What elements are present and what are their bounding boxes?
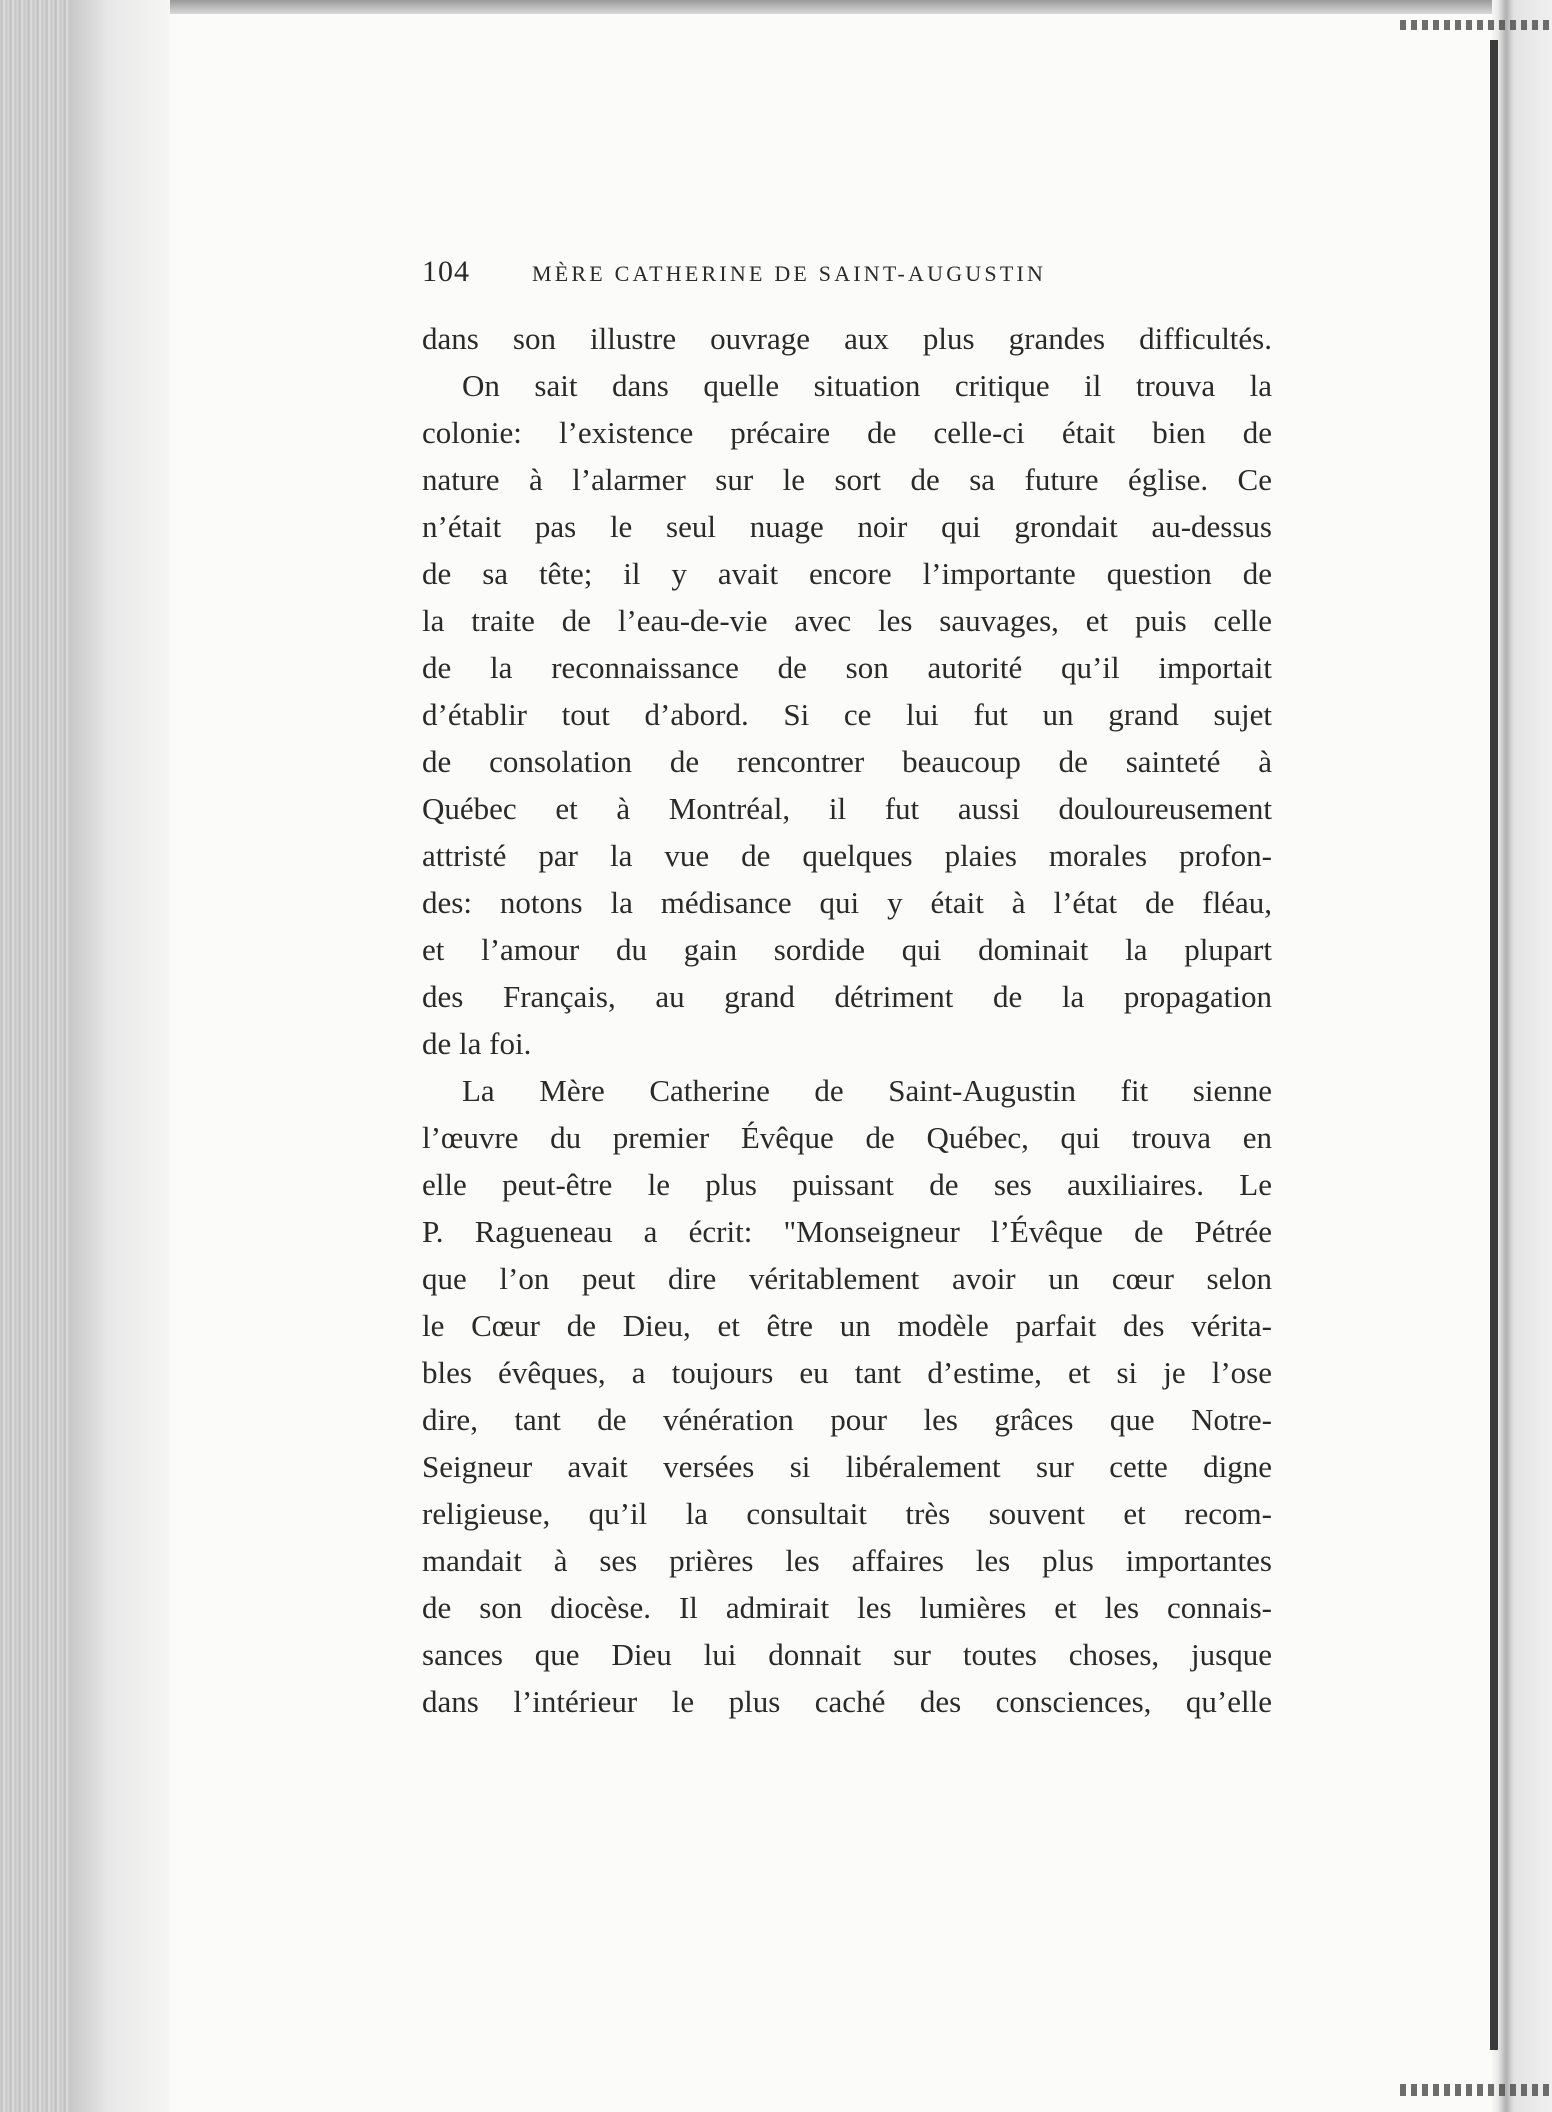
text-line: le Cœur de Dieu, et être un modèle parfait des vérita-: [422, 1308, 1272, 1343]
text-line: des: notons la médisance qui y était à l’état de fléau,: [422, 885, 1272, 920]
text-line: des Français, au grand détriment de la propagation: [422, 979, 1272, 1014]
text-line: de consolation de rencontrer beaucoup de sainteté à: [422, 744, 1272, 779]
page-stack-left-edge: [0, 0, 170, 2112]
text-line: attristé par la vue de quelques plaies morales profon-: [422, 838, 1272, 873]
running-head: [422, 255, 1272, 315]
text-line: religieuse, qu’il la consultait très souvent et recom-: [422, 1496, 1272, 1531]
text-line: n’était pas le seul nuage noir qui grondait au-dessus: [422, 509, 1272, 544]
page-number: 104: [422, 255, 470, 288]
page-content: [422, 255, 1272, 1725]
text-line: l’œuvre du premier Évêque de Québec, qui trouva en: [422, 1120, 1272, 1155]
text-line: P. Ragueneau a écrit: "Monseigneur l’Évêque de Pétrée: [422, 1214, 1272, 1249]
text-line: mandait à ses prières les affaires les plus importantes: [422, 1543, 1272, 1578]
text-line: de la reconnaissance de son autorité qu’il importait: [422, 650, 1272, 685]
binding-stitch-top: [1400, 20, 1552, 30]
text-line: de sa tête; il y avait encore l’importante question de: [422, 556, 1272, 591]
text-line: que l’on peut dire véritablement avoir un cœur selon: [422, 1261, 1272, 1296]
text-line: nature à l’alarmer sur le sort de sa future église. Ce: [422, 462, 1272, 497]
binding-dark-rule: [1490, 40, 1498, 2050]
text-line: On sait dans quelle situation critique il trouva la: [462, 368, 1272, 403]
text-line: de la foi.: [422, 1026, 532, 1061]
text-line: sances que Dieu lui donnait sur toutes choses, jusque: [422, 1637, 1272, 1672]
text-line: dire, tant de vénération pour les grâces que Notre-: [422, 1402, 1272, 1437]
running-title: MÈRE CATHERINE DE SAINT-AUGUSTIN: [532, 261, 1047, 286]
text-line: et l’amour du gain sordide qui dominait la plupart: [422, 932, 1272, 967]
text-line: La Mère Catherine de Saint-Augustin fit sienne: [462, 1073, 1272, 1108]
text-line: Seigneur avait versées si libéralement sur cette digne: [422, 1449, 1272, 1484]
text-line: dans l’intérieur le plus caché des consciences, qu’elle: [422, 1684, 1272, 1719]
text-line: la traite de l’eau-de-vie avec les sauvages, et puis celle: [422, 603, 1272, 638]
page-stack-top-edge: [0, 0, 1552, 14]
binding-stitch-bottom: [1400, 2084, 1552, 2096]
body-text: [422, 315, 1272, 1725]
text-line: bles évêques, a toujours eu tant d’estime, et si je l’ose: [422, 1355, 1272, 1390]
text-line: elle peut-être le plus puissant de ses auxiliaires. Le: [422, 1167, 1272, 1202]
text-line: colonie: l’existence précaire de celle-ci était bien de: [422, 415, 1272, 450]
text-line: de son diocèse. Il admirait les lumières et les connais-: [422, 1590, 1272, 1625]
text-line: dans son illustre ouvrage aux plus grandes difficultés.: [422, 321, 1272, 356]
text-line: Québec et à Montréal, il fut aussi douloureusement: [422, 791, 1272, 826]
text-line: d’établir tout d’abord. Si ce lui fut un grand sujet: [422, 697, 1272, 732]
binding-right-edge: [1492, 0, 1552, 2112]
